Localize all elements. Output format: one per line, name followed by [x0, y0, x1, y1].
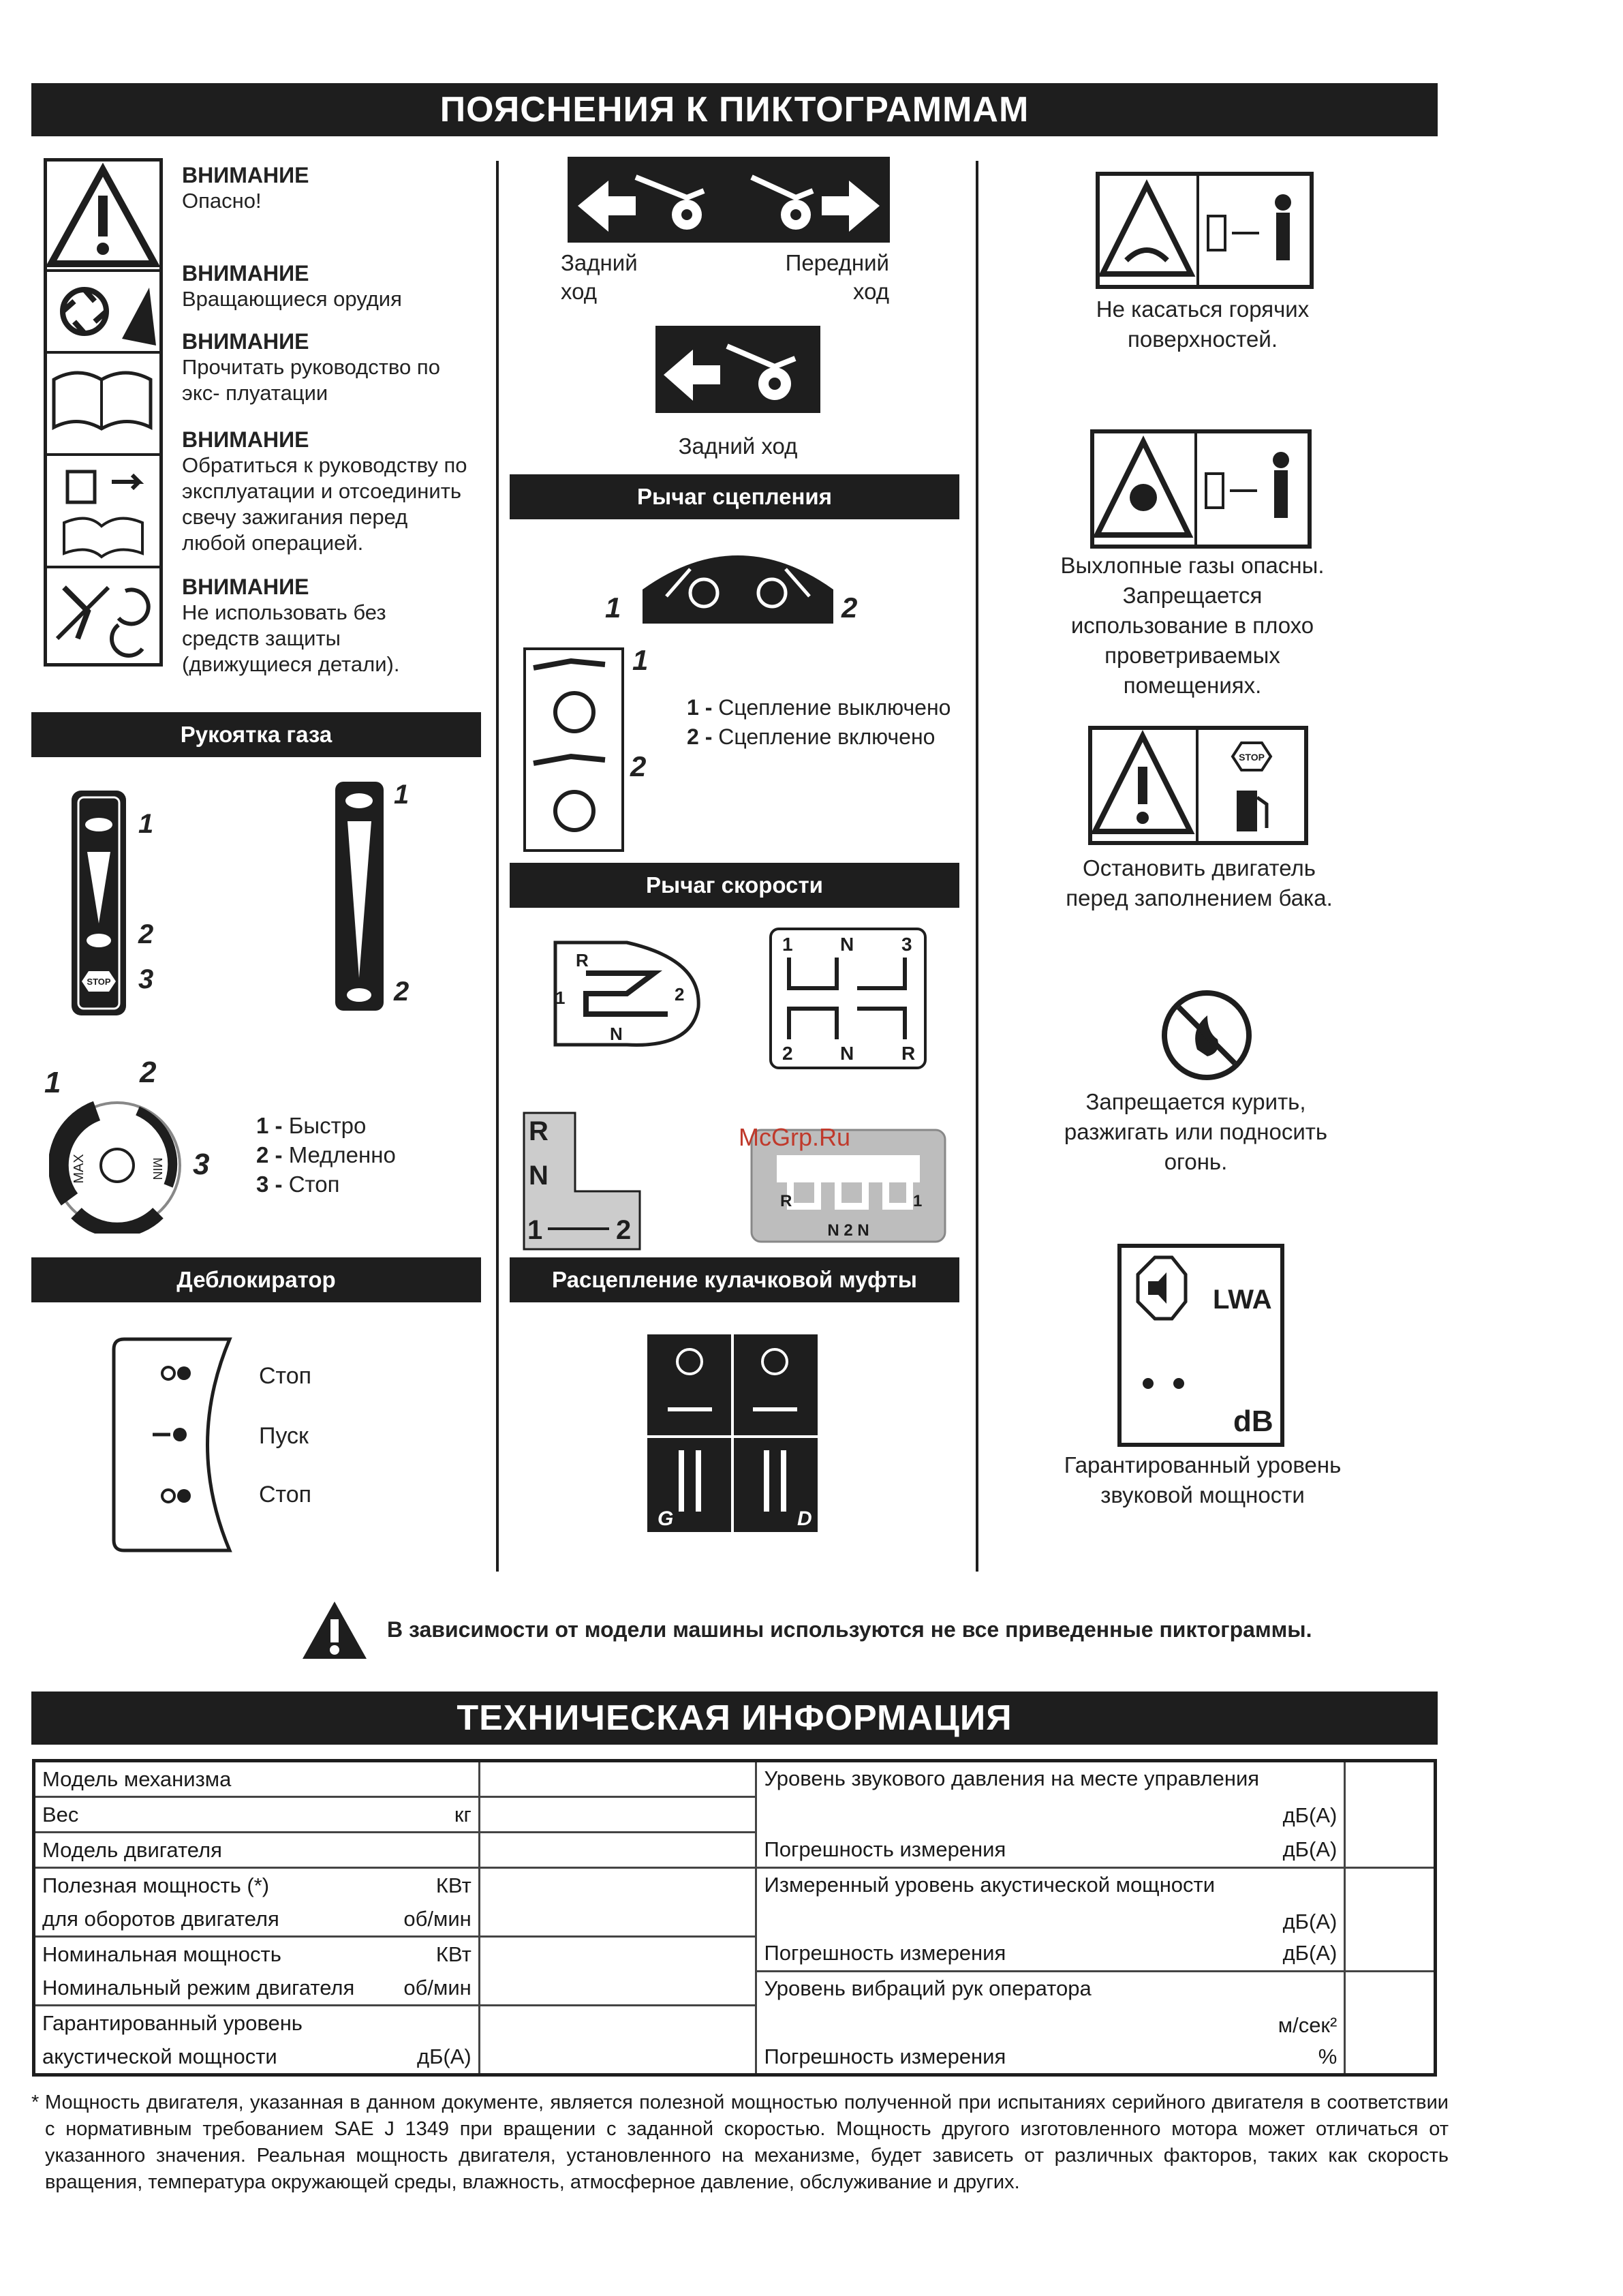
warning-icons-strip	[44, 158, 163, 667]
warning-title: ВНИМАНИЕ	[182, 575, 309, 599]
unlocker-icon	[110, 1336, 236, 1554]
warning-triangle-icon	[51, 170, 155, 264]
sound-pressure-unit: дБ(А)	[1282, 1803, 1338, 1827]
lgate-n: N	[529, 1161, 548, 1191]
tech-right-label: Погрешность измерения дБ(А)	[756, 1937, 1345, 1972]
throttle-scale-icon	[334, 780, 385, 1012]
tech-unit: дБ(А)	[1282, 1837, 1338, 1861]
tech-right-value	[1345, 1971, 1436, 2075]
unlocker-header: Деблокиратор	[31, 1257, 481, 1302]
tech-value	[479, 1937, 756, 2006]
tech-value	[479, 1761, 756, 1797]
gate-1: 1	[555, 988, 566, 1008]
warning-title: ВНИМАНИЕ	[182, 427, 309, 452]
tech-right-label: Погрешность измерения %	[756, 2040, 1345, 2075]
gate-bottom-2: 2	[782, 1043, 793, 1064]
no-fire-text: Запрещается курить, разжигать или подносить огонь.	[1064, 1089, 1328, 1174]
tech-right-value	[1345, 1868, 1436, 1972]
tech-unit: об/мин	[403, 1975, 472, 2000]
gate-top-1: 1	[782, 934, 793, 955]
tech-unit: КВт	[435, 1873, 472, 1897]
dog-clutch-header: Расцепление кулачковой муфты	[510, 1257, 959, 1302]
turtle-icon	[87, 934, 111, 947]
unlocker-label-stop: Стоп	[259, 1482, 312, 1507]
legend-num: 2 -	[687, 724, 713, 749]
gate3-r: R	[780, 1192, 792, 1210]
tech-unit: дБ(А)	[417, 2044, 472, 2068]
tech-row: акустической мощности дБ(А)	[34, 2040, 480, 2075]
tech-header: ТЕХНИЧЕСКАЯ ИНФОРМАЦИЯ	[31, 1692, 1438, 1745]
stop-label: STOP	[1239, 752, 1265, 763]
dog-clutch-icon	[647, 1334, 818, 1532]
column-divider	[976, 161, 978, 1572]
throttle-scale-num-1: 1	[394, 780, 409, 810]
knob-num-3: 3	[193, 1148, 210, 1181]
column-divider	[496, 161, 499, 1572]
min-label: MIN	[151, 1157, 164, 1180]
tech-value	[479, 1868, 756, 1937]
sound-pressure-label: Уровень звукового давления на месте управления	[764, 1766, 1260, 1790]
footnote	[31, 2090, 1449, 2196]
refuel-sign-icon	[1088, 726, 1308, 845]
tech-value	[479, 1833, 756, 1868]
legend-text: Медленно	[288, 1142, 396, 1167]
reverse-icon	[655, 326, 820, 413]
throttle-header: Рукоятка газа	[31, 712, 481, 757]
no-hands-icon	[57, 587, 149, 656]
tech-unit: об/мин	[403, 1906, 472, 1931]
clutch-lever-icon	[523, 647, 624, 852]
notice-text: В зависимости от модели машины используются не все приведенные пиктограммы.	[387, 1617, 1312, 1642]
tech-unit: дБ(А)	[1282, 1941, 1338, 1965]
pictograms-header: ПОЯСНЕНИЯ К ПИКТОГРАММАМ	[31, 83, 1438, 136]
throttle-num-1: 1	[138, 809, 154, 839]
warning-title: ВНИМАНИЕ	[182, 329, 309, 354]
warning-text: Опасно!	[182, 189, 262, 213]
measured-label: Измеренный уровень акустической мощности	[764, 1873, 1216, 1897]
warning-4	[182, 427, 468, 556]
tech-unit: КВт	[435, 1942, 472, 1966]
direction-icon	[568, 157, 890, 243]
warning-text: Прочитать руководство по экс- плуатации	[182, 355, 440, 405]
legend-num: 1 -	[687, 695, 713, 720]
gate-top-n: N	[840, 934, 854, 955]
gate-n: N	[610, 1024, 623, 1044]
reverse-only-label: Задний ход	[678, 433, 798, 459]
lgate-r: R	[529, 1116, 548, 1146]
turtle-icon	[347, 988, 371, 1002]
tech-row: для оборотов двигателя об/мин	[34, 1902, 480, 1937]
footnote-text: Мощность двигателя, указанная в данном документе, является полезной мощностью полученной при испытаниях серийного двигателя в соответствии с нормативным требованием SAE J 1349 при вращении с заданной скоростью. Мощность другого изготовленного мотора может отличаться от указанного значения. Реальная мощность двигателя, установленного на механизме, будет зависеть от различных факторов, таких как скорость вращения, температура окружающей среды, влажность, атмосферное давление, обслуживание и других.	[45, 2092, 1449, 2193]
tech-row: Номинальная мощность КВт	[34, 1937, 480, 1972]
clutch-lever-num-2: 2	[630, 750, 647, 782]
legend-text: Сцепление включено	[718, 724, 936, 749]
vibration-unit: м/сек²	[1278, 2012, 1338, 2037]
legend-num: 1 -	[256, 1113, 283, 1138]
footnote-star: *	[31, 2092, 40, 2113]
tech-row: Номинальный режим двигателя об/мин	[34, 1971, 480, 2006]
throttle-lever-icon	[68, 787, 129, 1019]
exhaust-gas-text: Выхлопные газы опасны. Запрещается использование в плохо проветриваемых помещениях.	[1060, 553, 1325, 698]
lgate-2: 2	[616, 1215, 632, 1245]
sound-power-sign-icon	[1117, 1244, 1284, 1447]
tech-table	[32, 1759, 1437, 2077]
hot-surface-sign-icon	[1096, 172, 1314, 289]
tech-right-label: Погрешность измерения дБ(А)	[756, 1833, 1345, 1868]
throttle-knob-icon	[49, 1097, 185, 1234]
notice-warning-icon	[300, 1599, 369, 1662]
tech-row: Гарантированный уровень	[34, 2006, 480, 2040]
tech-value	[479, 1797, 756, 1833]
legend-num: 2 -	[256, 1142, 283, 1167]
tech-row: Вес кг	[34, 1797, 480, 1833]
legend-text: Стоп	[288, 1172, 340, 1197]
spark-plug-icon	[64, 472, 142, 557]
refuel-text: Остановить двигатель перед заполнением бака.	[1066, 855, 1333, 910]
max-label: MAX	[72, 1154, 87, 1184]
tech-row: Модель двигателя	[34, 1833, 480, 1868]
rabbit-icon	[85, 818, 112, 831]
warning-text: Обратиться к руководству по эксплуатации и отсоединить свечу зажигания перед любой операцией.	[182, 453, 467, 555]
speed-header: Рычаг скорости	[510, 863, 959, 908]
gate-r: R	[576, 950, 589, 970]
vibration-label: Уровень вибраций рук оператора	[764, 1976, 1092, 2000]
unlocker-label-start: Пуск	[259, 1423, 309, 1449]
warning-2	[182, 260, 468, 312]
warning-text: Вращающиеся орудия	[182, 287, 402, 311]
clutch-dial-num-1: 1	[605, 592, 621, 624]
knob-num-1: 1	[44, 1066, 61, 1099]
gate-bottom-r: R	[901, 1043, 916, 1064]
clutch-header: Рычаг сцепления	[510, 474, 959, 519]
throttle-num-2: 2	[138, 919, 154, 949]
legend-text: Быстро	[288, 1113, 367, 1138]
rabbit-icon	[345, 793, 373, 808]
legend-text: Сцепление выключено	[718, 695, 951, 720]
fuel-pump-icon	[1237, 791, 1257, 831]
dog-clutch-g: G	[658, 1507, 674, 1530]
lgate-1: 1	[527, 1215, 543, 1245]
measured-unit: дБ(А)	[1282, 1910, 1338, 1933]
warning-1	[182, 162, 468, 214]
gate3-1: 1	[913, 1192, 923, 1210]
tech-right-value	[1345, 1761, 1436, 1868]
clutch-lever-num-1: 1	[632, 644, 649, 676]
reverse-label: Задний ход	[561, 250, 638, 304]
clutch-legend	[687, 693, 950, 752]
gear-gate-l-icon	[521, 1109, 643, 1253]
watermark: McGrp.Ru	[739, 1123, 851, 1151]
gear-gate-1-icon	[545, 932, 709, 1055]
tech-unit: %	[1318, 2044, 1338, 2068]
warning-5	[182, 574, 468, 677]
clutch-dial-num-2: 2	[841, 592, 858, 624]
knob-num-2: 2	[140, 1056, 157, 1089]
lwa-label: LWA	[1213, 1285, 1272, 1315]
warning-title: ВНИМАНИЕ	[182, 261, 309, 286]
gate-bottom-n: N	[840, 1043, 854, 1064]
no-fire-sign-icon	[1160, 988, 1254, 1082]
legend-num: 3 -	[256, 1172, 283, 1197]
warning-title: ВНИМАНИЕ	[182, 163, 309, 187]
throttle-num-3: 3	[138, 964, 154, 994]
tech-row: Модель механизма	[34, 1761, 480, 1797]
hot-surface-text: Не касаться горячих поверхностей.	[1096, 296, 1310, 352]
tech-right-label	[756, 1761, 1345, 1833]
throttle-legend	[256, 1111, 396, 1199]
throttle-scale-num-2: 2	[394, 977, 409, 1007]
sound-power-text: Гарантированный уровень звуковой мощности	[1064, 1452, 1342, 1507]
clutch-dial-icon	[639, 535, 837, 627]
unlocker-label-stop: Стоп	[259, 1363, 312, 1389]
gate3-bottom: N 2 N	[827, 1221, 869, 1240]
forward-label: Передний ход	[785, 250, 889, 304]
stop-label: STOP	[87, 977, 111, 987]
tech-row: Полезная мощность (*) КВт	[34, 1868, 480, 1903]
tech-right-label	[756, 1868, 1345, 1937]
warning-text: Не использовать без средств защиты (движущиеся детали).	[182, 600, 400, 676]
tech-value	[479, 2006, 756, 2075]
gear-gate-2-icon	[769, 927, 927, 1070]
gate-top-3: 3	[901, 934, 912, 955]
gate-2: 2	[675, 984, 685, 1005]
exhaust-gas-sign-icon	[1090, 429, 1312, 549]
db-label: dB	[1233, 1405, 1273, 1438]
rotating-tools-icon	[63, 288, 156, 346]
warning-3	[182, 328, 468, 406]
manual-book-icon	[54, 373, 151, 429]
tech-right-label	[756, 1971, 1345, 2040]
dog-clutch-d: D	[797, 1507, 812, 1530]
tech-unit: кг	[454, 1802, 472, 1826]
